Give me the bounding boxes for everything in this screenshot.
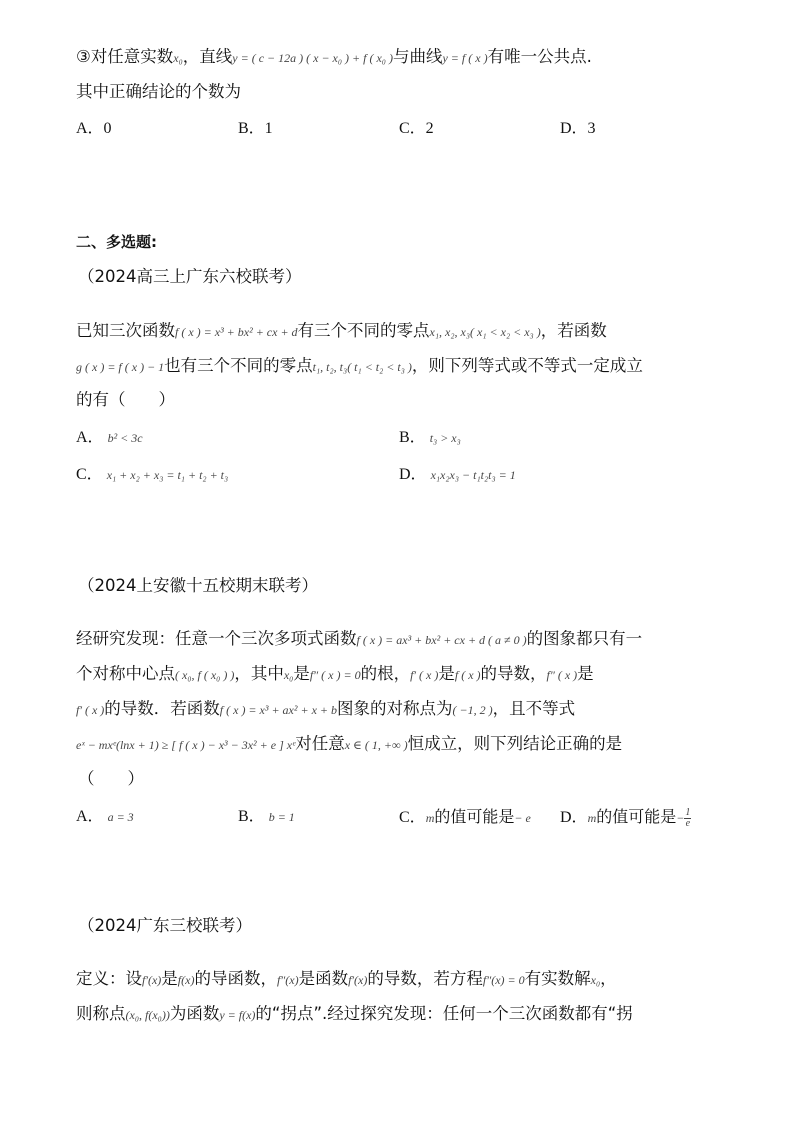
- text: 是: [577, 664, 594, 683]
- math: x₀: [173, 51, 183, 65]
- math: x ∈ ( 1, +∞ ): [344, 738, 408, 752]
- text: ，: [600, 969, 617, 988]
- label: D．: [560, 809, 588, 826]
- q1-option-d: [399, 464, 516, 486]
- text: 有三个不同的零点: [297, 321, 430, 340]
- q2-line-5: （ ）: [78, 769, 144, 788]
- denominator: e: [685, 817, 691, 829]
- text: 是: [161, 969, 178, 988]
- math: a = 3: [107, 810, 134, 824]
- text: 对任意: [295, 734, 345, 753]
- math: x₁, x₂, x₃( x₁ < x₂ < x₃ ): [429, 325, 541, 339]
- text: ，其中: [234, 664, 284, 683]
- section-title: 二、多选题:: [76, 233, 157, 251]
- text: 的值可能是: [434, 807, 515, 826]
- math: f ( x ): [454, 668, 481, 682]
- math: x₁ + x₂ + x₃ = t₁ + t₂ + t₃: [106, 468, 229, 482]
- text: 已知三次函数: [76, 321, 175, 340]
- math: f″(x) = 0: [482, 973, 525, 987]
- math: x₀: [590, 973, 601, 987]
- math: f(x): [177, 973, 195, 987]
- q1-option-c: [76, 464, 228, 486]
- q3-line-1: [76, 968, 617, 991]
- text: ③对任意实数: [76, 47, 174, 66]
- label: B．: [238, 808, 265, 825]
- q1-line-2: [76, 355, 643, 378]
- text: ，则下列等式或不等式一定成立: [411, 356, 643, 375]
- text: 则称点: [76, 1004, 126, 1023]
- text: ，直线: [182, 47, 233, 66]
- math: f″(x): [276, 973, 299, 987]
- prev-question-line-2: 其中正确结论的个数为: [76, 82, 241, 101]
- q1-option-a: [76, 427, 143, 449]
- q2-option-a: [76, 806, 134, 828]
- math: x₁x₂x₃ − t₁t₂t₃ = 1: [430, 468, 516, 482]
- label: D．: [399, 466, 427, 483]
- math: b = 1: [268, 810, 295, 824]
- text: 与曲线: [392, 47, 443, 66]
- text: 有唯一公共点.: [487, 47, 592, 66]
- text: 图象的对称点为: [337, 699, 453, 718]
- q3-line-2: [76, 1003, 633, 1026]
- prev-option-a: A．0: [76, 120, 112, 137]
- math: x₀: [283, 668, 294, 682]
- math: b² < 3c: [107, 431, 143, 445]
- text: 是: [293, 664, 310, 683]
- math: f′ ( x ): [410, 668, 439, 682]
- math: m: [425, 811, 435, 825]
- math: y = ( c − 12a ) ( x − x₀ ) + f ( x₀ ): [232, 51, 393, 65]
- math: t₃ > x₃: [429, 431, 461, 445]
- q2-source: （2024上安徽十五校期末联考）: [78, 576, 318, 595]
- math: ( −1, 2 ): [452, 703, 493, 717]
- text: 经研究发现：任意一个三次多项式函数: [76, 629, 357, 648]
- math: f ( x ) = ax³ + bx² + cx + d ( a ≠ 0 ): [356, 633, 527, 647]
- label: A．: [76, 808, 104, 825]
- math: eˣ − mxᵉ(lnx + 1) ≥ [ f ( x ) − x³ − 3x² + e ] xᵉ: [76, 738, 296, 752]
- q2-line-4: [76, 733, 622, 756]
- math: (x₀, f(x₀)): [125, 1008, 170, 1022]
- q1-line-1: [76, 320, 607, 343]
- text: 的值可能是: [596, 807, 677, 826]
- prev-option-b: B．1: [238, 120, 273, 137]
- text: 的导函数，: [194, 969, 277, 988]
- text: 定义：设: [76, 969, 142, 988]
- q2-option-d: [560, 806, 691, 829]
- text: 的图象都只有一: [526, 629, 643, 648]
- fraction: [684, 808, 691, 829]
- math: ( x₀, f ( x₀ ) ): [175, 668, 235, 682]
- text: 的导数，: [480, 664, 547, 683]
- math: f′(x): [142, 973, 162, 987]
- q2-line-1: [76, 628, 642, 651]
- text: 为函数: [169, 1004, 220, 1023]
- label: B．: [399, 429, 426, 446]
- text: 的“拐点”.经过探究发现：任何一个三次函数都有“拐: [255, 1004, 633, 1023]
- text: 个对称中心点: [76, 664, 175, 683]
- label: C．: [76, 466, 103, 483]
- text: 也有三个不同的零点: [164, 356, 313, 375]
- numerator: 1: [685, 806, 691, 818]
- text: 有实数解: [524, 969, 591, 988]
- math: t₁, t₂, t₃( t₁ < t₂ < t₃ ): [312, 360, 412, 374]
- text: ，且不等式: [492, 699, 576, 718]
- math: y = f ( x ): [442, 51, 488, 65]
- label: C．: [399, 809, 426, 826]
- math: m: [587, 811, 597, 825]
- math: f″ ( x ) = 0: [309, 668, 361, 682]
- math: f ( x ) = x³ + bx² + cx + d: [175, 325, 298, 339]
- math: f′ ( x ): [76, 703, 105, 717]
- prev-question-line-1: [76, 46, 592, 69]
- q2-option-c: [399, 806, 531, 829]
- q3-source: （2024广东三校联考）: [78, 916, 252, 935]
- text: 的根，: [360, 664, 411, 683]
- q2-line-2: [76, 663, 594, 686]
- math: − e: [514, 811, 531, 825]
- text: 是函数: [298, 969, 349, 988]
- math: f′(x): [348, 973, 368, 987]
- math: f″ ( x ): [546, 668, 578, 682]
- prev-option-d: D．3: [560, 120, 596, 137]
- text: 的导数．若函数: [104, 699, 220, 718]
- label: A．: [76, 429, 104, 446]
- prev-option-c: C．2: [399, 120, 434, 137]
- math: g ( x ) = f ( x ) − 1: [76, 360, 165, 374]
- q1-line-3: 的有（ ）: [76, 390, 175, 409]
- q1-source: （2024高三上广东六校联考）: [78, 267, 302, 286]
- text: 的导数，若方程: [367, 969, 483, 988]
- q1-option-b: [399, 427, 461, 449]
- text: ，若函数: [540, 321, 607, 340]
- text: 是: [438, 664, 455, 683]
- q2-option-b: [238, 806, 295, 828]
- q2-line-3: [76, 698, 575, 721]
- math: y = f(x): [219, 1008, 256, 1022]
- math: −: [676, 811, 685, 825]
- math: f ( x ) = x³ + ax² + x + b: [219, 703, 337, 717]
- text: 恒成立，则下列结论正确的是: [407, 734, 623, 753]
